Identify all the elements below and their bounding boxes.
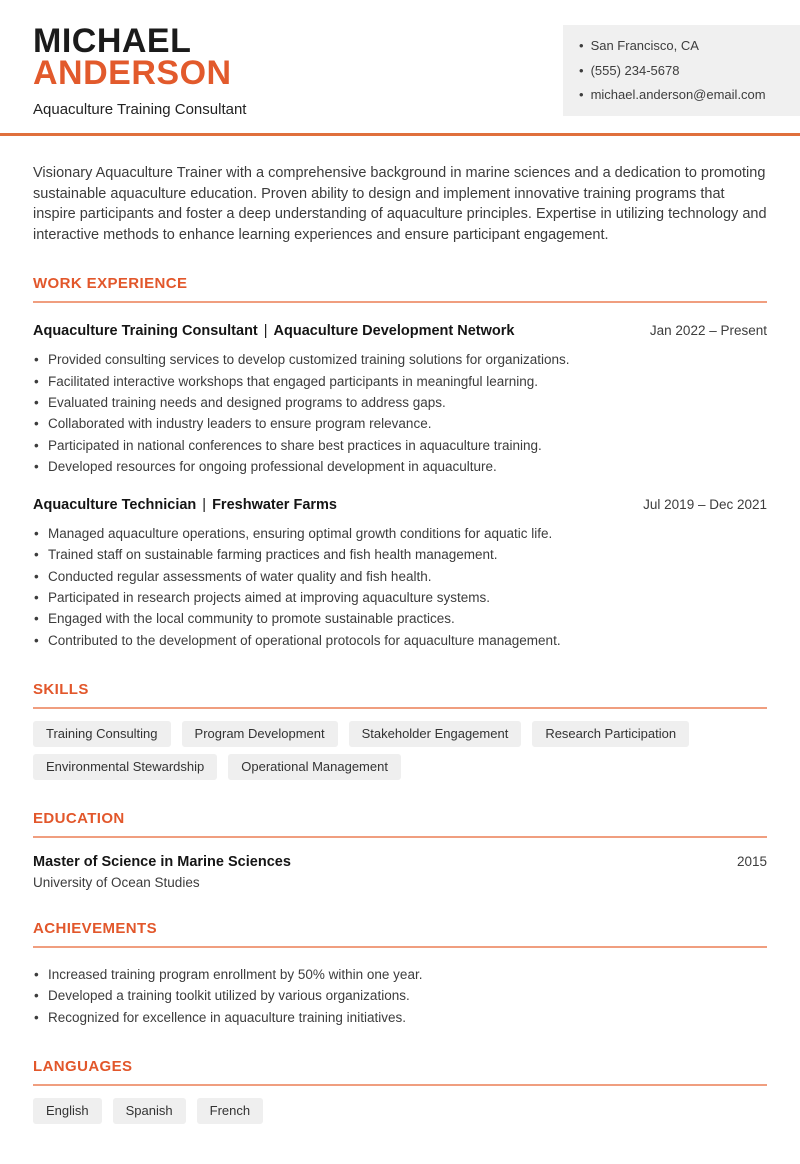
bullet-item: • Recognized for excellence in aquaculture training initiatives. xyxy=(33,1007,767,1028)
language-tag: English xyxy=(33,1098,102,1124)
contact-email: • michael.anderson@email.com xyxy=(579,87,790,103)
job-header xyxy=(33,497,767,513)
bullet-item: • Provided consulting services to develop customized training solutions for organizations. xyxy=(33,349,767,370)
bullet-item: • Trained staff on sustainable farming practices and fish health management. xyxy=(33,544,767,565)
job-bullet-list xyxy=(33,349,767,477)
bullet-item: • Conducted regular assessments of water quality and fish health. xyxy=(33,566,767,587)
skills-tag-list xyxy=(33,721,767,780)
job-company: Aquaculture Development Network xyxy=(273,323,515,340)
skill-tag: Research Participation xyxy=(532,721,689,747)
job-header xyxy=(33,323,767,339)
summary-paragraph: Visionary Aquaculture Trainer with a comprehensive background in marine sciences and a dedication to promoting sustainable aquaculture education. Proven ability to design and implement innovative training programs that inspire participants and foster a deep understanding of aquaculture principles. Expertise in utilizing technology and interactive methods to enhance learning experiences and ensure participant engagement. xyxy=(33,165,767,243)
language-tag: Spanish xyxy=(113,1098,186,1124)
bullet-item: • Collaborated with industry leaders to ensure program relevance. xyxy=(33,413,767,434)
skill-tag: Operational Management xyxy=(228,754,401,780)
education-heading: EDUCATION xyxy=(33,810,767,838)
job-title-line xyxy=(33,323,514,339)
section-education xyxy=(33,810,767,890)
header-divider xyxy=(0,133,800,136)
job-title: Aquaculture Training Consultant xyxy=(33,323,258,340)
job-title: Aquaculture Technician xyxy=(33,497,197,514)
last-name: ANDERSON xyxy=(33,54,232,92)
job-bullet-list xyxy=(33,523,767,651)
education-entry xyxy=(33,854,767,870)
languages-heading: LANGUAGES xyxy=(33,1058,767,1086)
language-tag: French xyxy=(197,1098,263,1124)
skill-tag: Training Consulting xyxy=(33,721,171,747)
achievements-heading: ACHIEVEMENTS xyxy=(33,920,767,948)
resume-header xyxy=(0,0,800,133)
bullet-item: • Participated in national conferences to share best practices in aquaculture training. xyxy=(33,435,767,456)
contact-location: • San Francisco, CA xyxy=(579,38,790,54)
section-achievements xyxy=(33,920,767,1028)
education-year: 2015 xyxy=(736,853,767,869)
job-entry xyxy=(33,323,767,477)
achievements-bullet-list xyxy=(33,964,767,1028)
job-title-separator: | xyxy=(202,497,207,514)
skill-tag: Program Development xyxy=(182,721,338,747)
bullet-item: • Facilitated interactive workshops that engaged participants in meaningful learning. xyxy=(33,371,767,392)
bullet-item: • Engaged with the local community to promote sustainable practices. xyxy=(33,608,767,629)
bullet-item: • Developed a training toolkit utilized by various organizations. xyxy=(33,985,767,1006)
bullet-item: • Increased training program enrollment by 50% within one year. xyxy=(33,964,767,985)
skill-tag: Stakeholder Engagement xyxy=(349,721,522,747)
first-name: MICHAEL xyxy=(33,22,192,60)
education-school: University of Ocean Studies xyxy=(33,874,200,890)
contact-card xyxy=(563,25,800,116)
bullet-item: • Participated in research projects aimed at improving aquaculture systems. xyxy=(33,587,767,608)
languages-tag-list xyxy=(33,1098,767,1124)
section-languages xyxy=(33,1058,767,1124)
bullet-item: • Managed aquaculture operations, ensuring optimal growth conditions for aquatic life. xyxy=(33,523,767,544)
resume-content xyxy=(0,163,800,1164)
job-dates: Jan 2022 – Present xyxy=(649,323,767,339)
contact-phone: • (555) 234-5678 xyxy=(579,63,790,79)
job-entry xyxy=(33,497,767,651)
bullet-item: • Developed resources for ongoing professional development in aquaculture. xyxy=(33,456,767,477)
job-company: Freshwater Farms xyxy=(212,497,337,514)
job-title-line xyxy=(33,497,337,513)
bullet-item: • Evaluated training needs and designed programs to address gaps. xyxy=(33,392,767,413)
job-dates: Jul 2019 – Dec 2021 xyxy=(643,497,767,513)
job-title-separator: | xyxy=(263,323,268,340)
work-experience-heading: WORK EXPERIENCE xyxy=(33,275,767,303)
section-work-experience xyxy=(33,275,767,651)
education-degree: Master of Science in Marine Sciences xyxy=(33,853,291,870)
skills-heading: SKILLS xyxy=(33,681,767,709)
bullet-item: • Contributed to the development of operational protocols for aquaculture management. xyxy=(33,630,767,651)
skill-tag: Environmental Stewardship xyxy=(33,754,217,780)
section-skills xyxy=(33,681,767,780)
person-job-title: Aquaculture Training Consultant xyxy=(33,101,247,118)
